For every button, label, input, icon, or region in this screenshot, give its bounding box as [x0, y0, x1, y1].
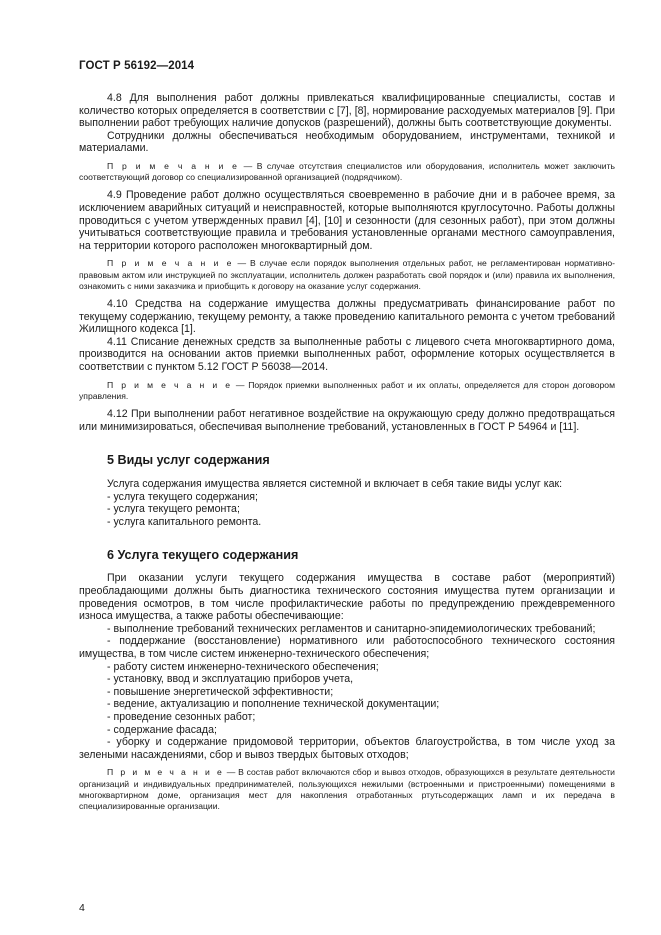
- list-item: - установку, ввод и эксплуатацию приборов учета,: [107, 673, 354, 686]
- paragraph-4-11: 4.11 Списание денежных средств за выполненные работы с лицевого счета многоквартирного дома, производится на основании актов приемки выполненных работ, оформление которых осуществляется в соответствии с пунктом 5.12 ГОСТ Р 56038—2014.: [79, 335, 615, 373]
- note-4-8: [79, 161, 615, 183]
- note-label: П р и м е ч а н и е: [107, 160, 240, 171]
- list-item: - ведение, актуализацию и пополнение технической документации;: [107, 698, 440, 711]
- document-header: ГОСТ Р 56192—2014: [79, 60, 195, 72]
- list-item: - поддержание (восстановление) нормативного или работоспособного технического состояния имущества, в том числе систем инженерно-технического обеспечения;: [79, 635, 615, 661]
- list-item: - услуга текущего ремонта;: [107, 503, 240, 516]
- section-6-heading: 6 Услуга текущего содержания: [107, 548, 299, 563]
- section-5-intro: Услуга содержания имущества является системной и включает в себя такие виды услуг как:: [107, 478, 563, 491]
- section-6-intro: При оказании услуги текущего содержания имущества в составе работ (мероприятий) преобладающими должны быть диагностика технического состояния имущества путем организации и проведения осмотров, в том числе профилактические работы по предупреждению преждевременного износа имущества, а также работы обеспечивающие:: [79, 572, 615, 623]
- document-body: [79, 92, 615, 812]
- list-item: - услуга текущего содержания;: [107, 490, 258, 503]
- list-item: - повышение энергетической эффективности;: [107, 685, 334, 698]
- note-4-9: [79, 258, 615, 292]
- list-item: - уборку и содержание придомовой территории, объектов благоустройства, в том числе уход за зелеными насаждениями, сбор и вывоз твердых бытовых отходов;: [79, 736, 615, 761]
- note-text: — В состав работ включаются сбор и вывоз отходов, образующихся в результате деятельности организаций и индивидуальных предпринимателей, пользующихся нежилыми (встроенными и пристроенными) помещениями в многоквартирном доме, организация мест для накопления отработанных ртутьсодержащих ламп и их передача в специализированные организации.: [79, 767, 615, 811]
- note-label: П р и м е ч а н и е: [107, 258, 234, 269]
- note-label: П р и м е ч а н и е: [107, 767, 224, 778]
- paragraph-4-8: 4.8 Для выполнения работ должны привлекаться квалифицированные специалисты, состав и количество которых определяется в соответствии с [7], [8], нормирование расходуемых материалов [9]. При выполнении работ требующих наличие допусков (разрешений), должны быть соответствующие документы.: [79, 92, 615, 130]
- section-5-heading: 5 Виды услуг содержания: [107, 453, 270, 468]
- note-text: — В случае если порядок выполнения отдельных работ, не регламентирован нормативно-правовым актом или инструкцией по эксплуатации, исполнитель должен разработать свой порядок и (или) правила их выполнения, ознакомить с ними заказчика и приобщить к договору на оказание услуг содержания.: [79, 258, 615, 291]
- list-item: - содержание фасада;: [107, 723, 217, 736]
- note-4-11: [79, 380, 615, 402]
- page-number: 4: [79, 902, 85, 914]
- list-item: - выполнение требований технических регламентов и санитарно-эпидемиологических требований;: [107, 622, 596, 635]
- note-text: — Порядок приемки выполненных работ и их оплаты, определяется для сторон договором управления.: [79, 379, 615, 401]
- note-section-6: [79, 767, 615, 812]
- paragraph-4-10: 4.10 Средства на содержание имущества должны предусматривать финансирование работ по текущему содержанию, текущему ремонту, а также проведению капитального ремонта с учетом требований Жилищного кодекса [1].: [79, 297, 615, 336]
- paragraph-4-12: 4.12 При выполнении работ негативное воздействие на окружающую среду должно предотвращаться или минимизироваться, обеспечивая выполнение требований, установленных в ГОСТ Р 54964 и [11].: [79, 407, 615, 433]
- list-item: - услуга капитального ремонта.: [107, 515, 262, 528]
- note-label: П р и м е ч а н и е: [107, 379, 233, 390]
- note-text: — В случае отсутствия специалистов или оборудования, исполнитель может заключить соответствующий договор со специализированной организацией (подрядчиком).: [79, 160, 615, 183]
- list-item: - работу систем инженерно-технического обеспечения;: [107, 660, 379, 673]
- list-item: - проведение сезонных работ;: [107, 711, 256, 724]
- paragraph-4-9: 4.9 Проведение работ должно осуществляться своевременно в рабочие дни и в рабочее время, за исключением аварийных ситуаций и неисправностей, которые выполняются круглосуточно. Работы должны проводиться с учетом утвержденных правил [4], [10] и сезонности (для сезонных работ), при этом должны учитываться соответствующие правила и требования установленные органами местного самоуправления, на территории которого расположен многоквартирный дом.: [79, 189, 615, 252]
- paragraph-4-8-staff: Сотрудники должны обеспечиваться необходимым оборудованием, инструментами, техникой и материалами.: [79, 129, 615, 155]
